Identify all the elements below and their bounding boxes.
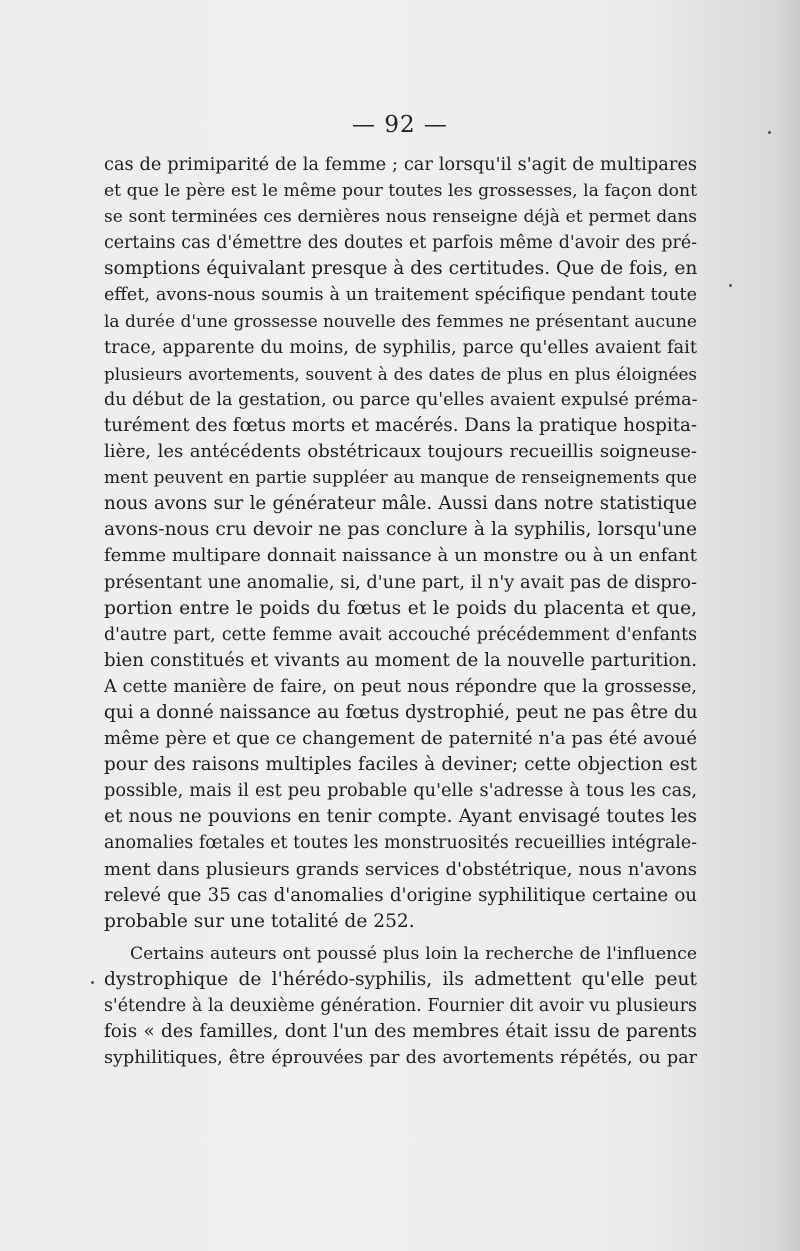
- text-line: et que le père est le même pour toutes les grossesses, la façon dont: [104, 181, 697, 202]
- text-line: effet, avons-nous soumis à un traitement spécifique pendant toute: [104, 285, 697, 306]
- text-line: ment dans plusieurs grands services d'obstétrique, nous n'avons: [104, 858, 697, 880]
- text-line: A cette manière de faire, on peut nous répondre que la grossesse,: [104, 676, 697, 697]
- text-line: trace, apparente du moins, de syphilis, parce qu'elles avaient fait: [104, 336, 697, 358]
- text-line: plusieurs avortements, souvent à des dates de plus en plus éloignées: [104, 363, 697, 384]
- text-line: cas de primiparité de la femme ; car lorsqu'il s'agit de multipares: [104, 154, 697, 175]
- page-number: — 92 —: [352, 112, 448, 138]
- text-line: nous avons sur le générateur mâle. Aussi dans notre statistique: [104, 493, 697, 515]
- text-line: pour des raisons multiples faciles à deviner; cette objection est: [104, 754, 697, 776]
- text-line: s'étendre à la deuxième génération. Fournier dit avoir vu plusieurs: [104, 996, 697, 1016]
- paragraph-2: [104, 941, 697, 1071]
- text-line: portion entre le poids du fœtus et le poids du placenta et que,: [104, 597, 697, 619]
- text-line: fois « des familles, dont l'un des membres était issu de parents: [104, 1021, 697, 1043]
- text-line: présentant une anomalie, si, d'une part, il n'y avait pas de dispro-: [104, 571, 697, 593]
- text-line: turément des fœtus morts et macérés. Dans la pratique hospita-: [104, 414, 697, 436]
- text-line: d'autre part, cette femme avait accouché précédemment d'enfants: [104, 624, 697, 645]
- body-text: [104, 152, 697, 1071]
- text-line: qui a donné naissance au fœtus dystrophié, peut ne pas être du: [104, 701, 698, 723]
- text-line: anomalies fœtales et toutes les monstruosités recueillies intégrale-: [104, 833, 697, 854]
- paragraph-1: [104, 152, 697, 935]
- text-line: bien constitués et vivants au moment de la nouvelle parturition.: [104, 649, 697, 671]
- text-line: certains cas d'émettre des doutes et parfois même d'avoir des pré-: [104, 233, 697, 254]
- text-line: probable sur une totalité de 252.: [104, 910, 415, 932]
- text-line: syphilitiques, être éprouvées par des avortements répétés, ou par: [104, 1048, 697, 1069]
- text-line: et nous ne pouvions en tenir compte. Ayant envisagé toutes les: [104, 806, 697, 828]
- text-line: relevé que 35 cas d'anomalies d'origine syphilitique certaine ou: [104, 884, 697, 906]
- text-line: dystrophique de l'hérédo-syphilis, ils admettent qu'elle peut: [104, 968, 697, 990]
- text-line: lière, les antécédents obstétricaux toujours recueillis soigneuse-: [104, 441, 697, 463]
- paper-speck: [768, 131, 771, 134]
- paper-speck: [729, 284, 732, 287]
- text-line: la durée d'une grossesse nouvelle des femmes ne présentant aucune: [104, 311, 697, 332]
- text-line: possible, mais il est peu probable qu'elle s'adresse à tous les cas,: [104, 780, 697, 802]
- paper-speck: [91, 981, 94, 984]
- text-line: femme multipare donnait naissance à un monstre ou à un enfant: [104, 545, 697, 567]
- text-line: avons-nous cru devoir ne pas conclure à la syphilis, lorsqu'une: [104, 519, 697, 541]
- text-line: ment peuvent en partie suppléer au manque de renseignements que: [104, 468, 697, 489]
- text-line: Certains auteurs ont poussé plus loin la recherche de l'influence: [130, 943, 697, 964]
- text-line: même père et que ce changement de paternité n'a pas été avoué: [104, 728, 697, 750]
- text-line: somptions équivalant presque à des certitudes. Que de fois, en: [104, 258, 698, 280]
- text-line: du début de la gestation, ou parce qu'elles avaient expulsé préma-: [104, 389, 698, 410]
- text-line: se sont terminées ces dernières nous renseigne déjà et permet dans: [104, 207, 697, 228]
